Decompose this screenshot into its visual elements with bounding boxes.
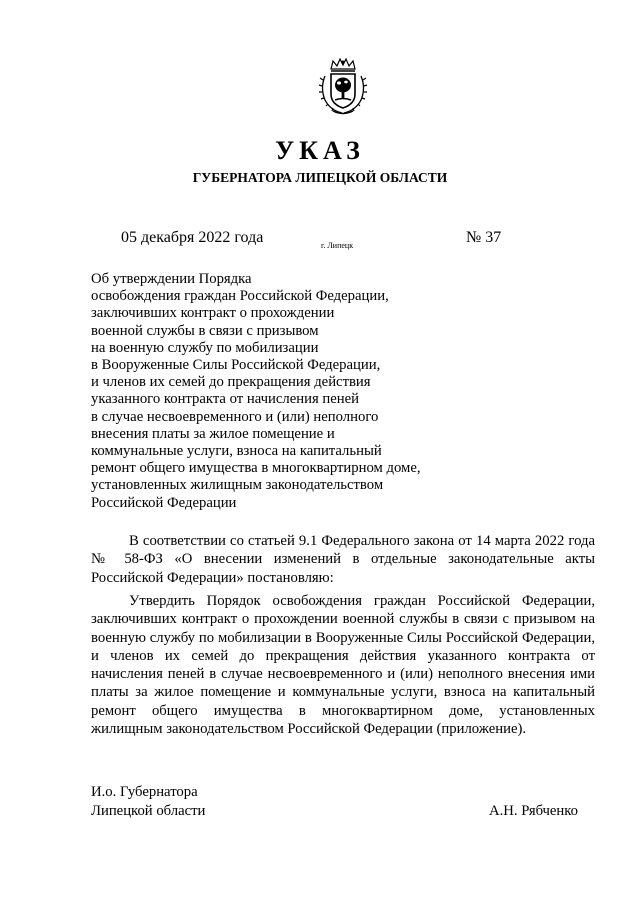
heading-line: Российской Федерации: [91, 494, 237, 511]
heading-line: на военную службу по мобилизации: [91, 339, 319, 356]
document-city: г. Липецк: [321, 241, 354, 250]
heading-line: Об утверждении Порядка: [91, 271, 252, 287]
coat-of-arms-icon: [318, 58, 368, 116]
heading-line: ремонт общего имущества в многоквартирном доме,: [91, 460, 421, 477]
document-date: 05 декабря 2022 года: [121, 229, 264, 246]
heading-line: в случае несвоевременного и (или) неполного: [91, 408, 379, 425]
document-number: № 37: [466, 229, 502, 246]
heading-line: и членов их семей до прекращения действия: [91, 374, 371, 391]
document-subtitle: ГУБЕРНАТОРА ЛИПЕЦКОЙ ОБЛАСТИ: [192, 170, 448, 185]
heading-line: внесения платы за жилое помещение и: [91, 425, 335, 442]
document-title: УКАЗ: [275, 136, 365, 165]
signatory-title: [91, 783, 205, 821]
document-heading: [91, 271, 451, 512]
heading-line: освобождения граждан Российской Федерации,: [91, 288, 389, 305]
signatory-name: А.Н. Рябченко: [489, 803, 579, 819]
heading-line: коммунальные услуги, взноса на капитальный: [91, 443, 382, 460]
signatory-title-line: Липецкой области: [91, 803, 206, 819]
decree-body-paragraph: Утвердить Порядок освобождения граждан Российской Федерации, заключивших контракт о прохождении военной службы в связи с призывом на военную службу по мобилизации в Вооруженные Силы Российской Федерации, и членов их семей до прекращения действия указанного контракта от начисления пеней в случае несвоевременного и (или) неполного внесения ими платы за жилое помещение и коммунальные услуги, взноса на капитальный ремонт общего имущества в многоквартирном доме, установленных жилищным законодательством Российской Федерации (приложение).: [91, 593, 595, 738]
heading-line: установленных жилищным законодательством: [91, 477, 384, 494]
heading-line: военной службы в связи с призывом: [91, 322, 319, 339]
preamble-paragraph: В соответствии со статьей 9.1 Федерального закона от 14 марта 2022 года № 58-ФЗ «О внесении изменений в отдельные законодательные акты Российской Федерации» постановляю:: [91, 533, 595, 586]
heading-line: в Вооруженные Силы Российской Федерации,: [91, 357, 381, 374]
signatory-title-line: И.о. Губернатора: [91, 784, 198, 800]
heading-line: заключивших контракт о прохождении: [91, 305, 335, 322]
heading-line: указанного контракта от начисления пеней: [91, 391, 360, 408]
